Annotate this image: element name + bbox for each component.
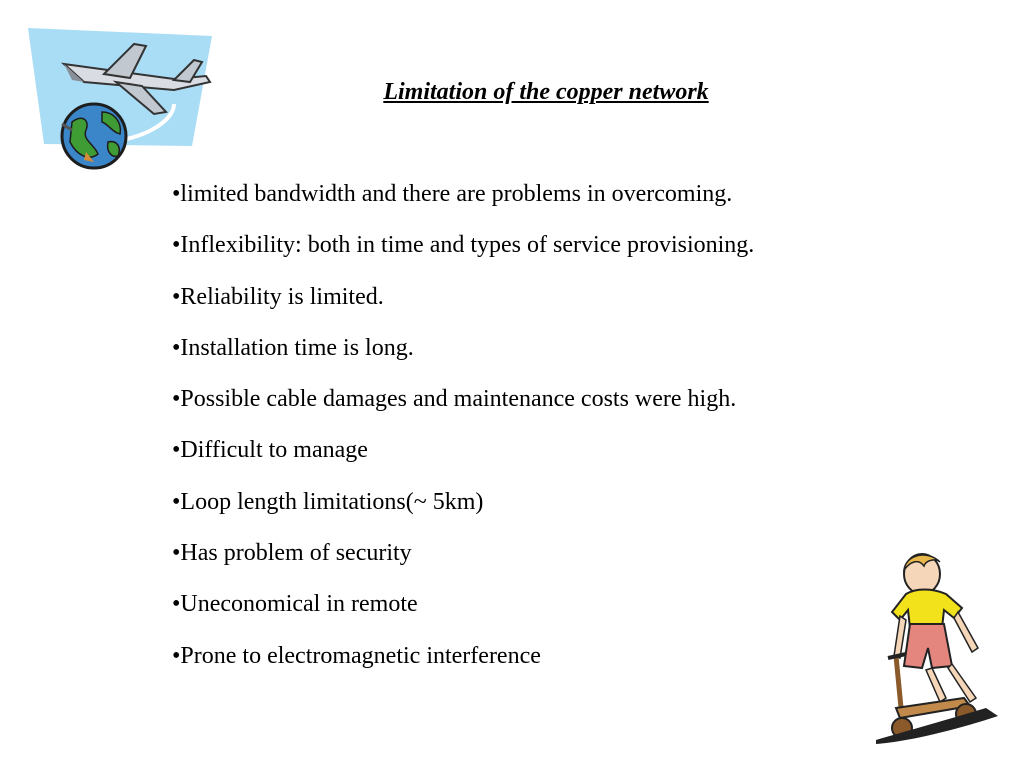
bullet-text: Loop length limitations(~ 5km) [180, 488, 484, 515]
bullet-item [172, 229, 892, 280]
bullet-text: Reliability is limited. [180, 283, 384, 310]
bullet-text: Installation time is long. [180, 334, 414, 361]
bullet-text: Inflexibility: both in time and types of service provisioning. [180, 232, 755, 259]
bullet-text: Difficult to manage [180, 437, 368, 464]
slide-title: Limitation of the copper network [383, 79, 709, 105]
bullet-item [172, 588, 892, 639]
bullet-marker: • [172, 437, 181, 464]
bullet-item [172, 434, 892, 485]
child-icon [892, 554, 978, 702]
bullet-item [172, 332, 892, 383]
child-scooter-clipart [866, 548, 1006, 748]
bullet-item [172, 178, 892, 229]
bullet-item [172, 383, 892, 434]
bullet-marker: • [172, 181, 181, 207]
bullet-marker: • [172, 283, 181, 310]
bullet-item [172, 486, 892, 537]
bullet-text: Has problem of security [180, 540, 412, 567]
bullet-marker: • [172, 642, 181, 669]
bullet-item [172, 281, 892, 332]
bullet-item [172, 640, 892, 691]
bullet-text: limited bandwidth and there are problems in overcoming. [180, 181, 733, 207]
bullet-marker: • [172, 591, 181, 618]
globe-icon [62, 104, 126, 168]
bullet-marker: • [172, 334, 181, 361]
bullet-marker: • [172, 540, 181, 567]
bullet-list [172, 178, 892, 691]
bullet-text: Uneconomical in remote [180, 591, 418, 618]
bullet-marker: • [172, 488, 181, 515]
bullet-marker: • [172, 386, 181, 413]
bullet-marker: • [172, 232, 181, 259]
bullet-item [172, 537, 892, 588]
bullet-text: Possible cable damages and maintenance costs were high. [180, 386, 737, 413]
bullet-text: Prone to electromagnetic interference [180, 642, 541, 669]
